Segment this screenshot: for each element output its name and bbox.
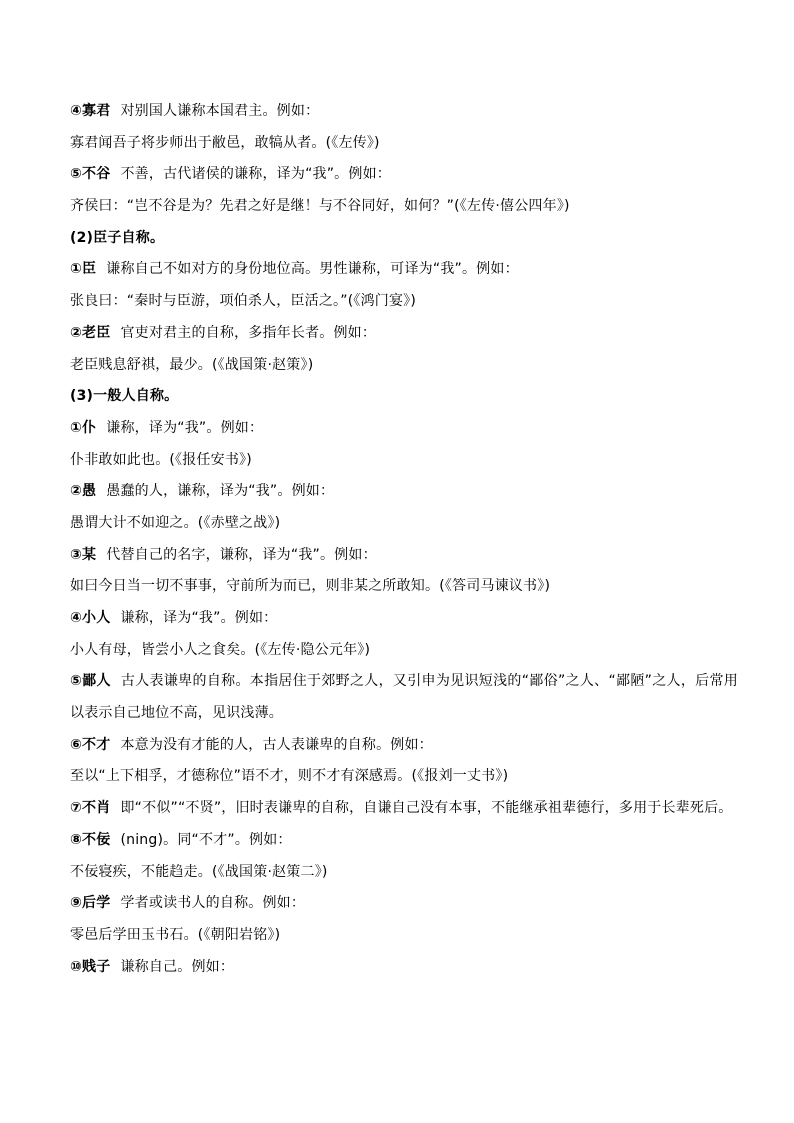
entries-block-2 (70, 730, 738, 793)
entry-term: ⑩贱子 (70, 958, 111, 975)
example-line (70, 508, 738, 540)
entry-text: 谦称，译为“我”。例如： (106, 419, 264, 436)
entry-bilou (70, 666, 738, 729)
entry-term: ⑧不佞 (70, 831, 111, 848)
entry-term: ①臣 (70, 261, 97, 278)
entry-text: 张良曰：“秦时与臣游，项伯杀人，臣活之。”(《鸿门宴》) (70, 293, 417, 310)
entry-text: 学者或读书人的自称。例如： (120, 895, 306, 912)
entry-term: ⑥不才 (70, 736, 111, 753)
entry-text: 愚谓大计不如迎之。(《赤壁之战》) (70, 514, 281, 531)
example-line (70, 286, 738, 318)
entry-term: ④小人 (70, 610, 111, 626)
entry-term: ④寡君 (70, 103, 111, 119)
example-line (70, 761, 738, 793)
example-line (70, 128, 738, 160)
entry-text: 谦称，译为“我”。例如： (120, 610, 278, 626)
entry-text: 齐侯曰：“岂不谷是为？先君之好是继！与不谷同好，如何？”(《左传·僖公四年》) (70, 198, 570, 215)
example-line (70, 920, 738, 952)
entry-heading-line (70, 603, 738, 635)
entry-heading-line (70, 888, 738, 920)
entry-heading-line (70, 730, 738, 762)
entry-heading-line (70, 223, 738, 255)
entry-buxiao (70, 793, 738, 825)
entry-heading-line (70, 952, 738, 984)
entry-text: (ning)。同“不才”。例如： (120, 831, 292, 848)
example-line (70, 571, 738, 603)
example-line (70, 445, 738, 477)
entry-text: 古人表谦卑的自称。本指居住于郊野之人，又引申为见识短浅的“鄙俗”之人、“鄙陋”之人，后常用以表示自己地位不高，见识浅薄。 (70, 673, 738, 722)
entry-heading-line (70, 825, 738, 857)
entry-heading-line (70, 381, 738, 413)
entry-heading-line (70, 476, 738, 508)
entry-text: 寡君闻吾子将步师出于敝邑，敢犒从者。(《左传》) (70, 134, 380, 151)
example-line (70, 350, 738, 382)
entry-term: ③某 (70, 546, 97, 563)
entry-text: 谦称自己。例如： (120, 958, 235, 975)
entry-text: 不佞寝疾，不能趋走。(《战国策·赵策二》) (70, 863, 328, 880)
entry-text: 代替自己的名字，谦称，译为“我”。例如： (106, 546, 377, 563)
entry-heading-line (70, 413, 738, 445)
example-line (70, 857, 738, 889)
entries-block-1 (70, 96, 738, 666)
example-line (70, 635, 738, 667)
entry-text: 官吏对君主的自称，多指年长者。例如： (120, 324, 377, 341)
entry-term: ⑨后学 (70, 895, 111, 912)
entry-term: ⑤不谷 (70, 166, 111, 183)
entry-term: ⑤鄙人 (70, 673, 111, 690)
entry-term: ②老臣 (70, 324, 111, 341)
entries-block-3 (70, 825, 738, 983)
entry-term: (2)臣子自称。 (70, 229, 165, 246)
entry-term: ②愚 (70, 483, 97, 500)
entry-text: 至以“上下相孚，才德称位”语不才，则不才有深感焉。(《报刘一丈书》) (70, 768, 509, 785)
entry-text: 仆非敢如此也。(《报任安书》) (70, 451, 252, 468)
entry-text: 对别国人谦称本国君主。例如： (120, 103, 320, 119)
entry-term: ①仆 (70, 419, 97, 436)
entry-text: 不善，古代诸侯的谦称，译为“我”。例如： (120, 166, 391, 183)
entry-text: 谦称自己不如对方的身份地位高。男性谦称，可译为“我”。例如： (106, 261, 519, 278)
entry-heading-line (70, 540, 738, 572)
entry-text: 零邑后学田玉书石。(《朝阳岩铭》) (70, 926, 281, 943)
entry-text: 小人有母，皆尝小人之食矣。(《左传·隐公元年》) (70, 641, 371, 658)
entry-text: 如曰今日当一切不事事，守前所为而已，则非某之所敢知。(《答司马谏议书》) (70, 578, 551, 595)
entry-text: 即“不似”“不贤”，旧时表谦卑的自称，自谦自己没有本事，不能继承祖辈德行，多用于长辈死后。 (120, 800, 733, 817)
document-page (70, 96, 738, 983)
entry-text: 愚蠢的人，谦称，译为“我”。例如： (106, 483, 335, 500)
entry-heading-line (70, 254, 738, 286)
entry-heading-line (70, 318, 738, 350)
entry-text: 老臣贱息舒祺，最少。(《战国策·赵策》) (70, 356, 314, 373)
entry-heading-line (70, 96, 738, 128)
example-line (70, 191, 738, 223)
entry-term: (3)一般人自称。 (70, 388, 179, 405)
entry-text: 本意为没有才能的人，古人表谦卑的自称。例如： (120, 736, 433, 753)
entry-heading-line (70, 159, 738, 191)
entry-term: ⑦不肖 (70, 800, 111, 817)
